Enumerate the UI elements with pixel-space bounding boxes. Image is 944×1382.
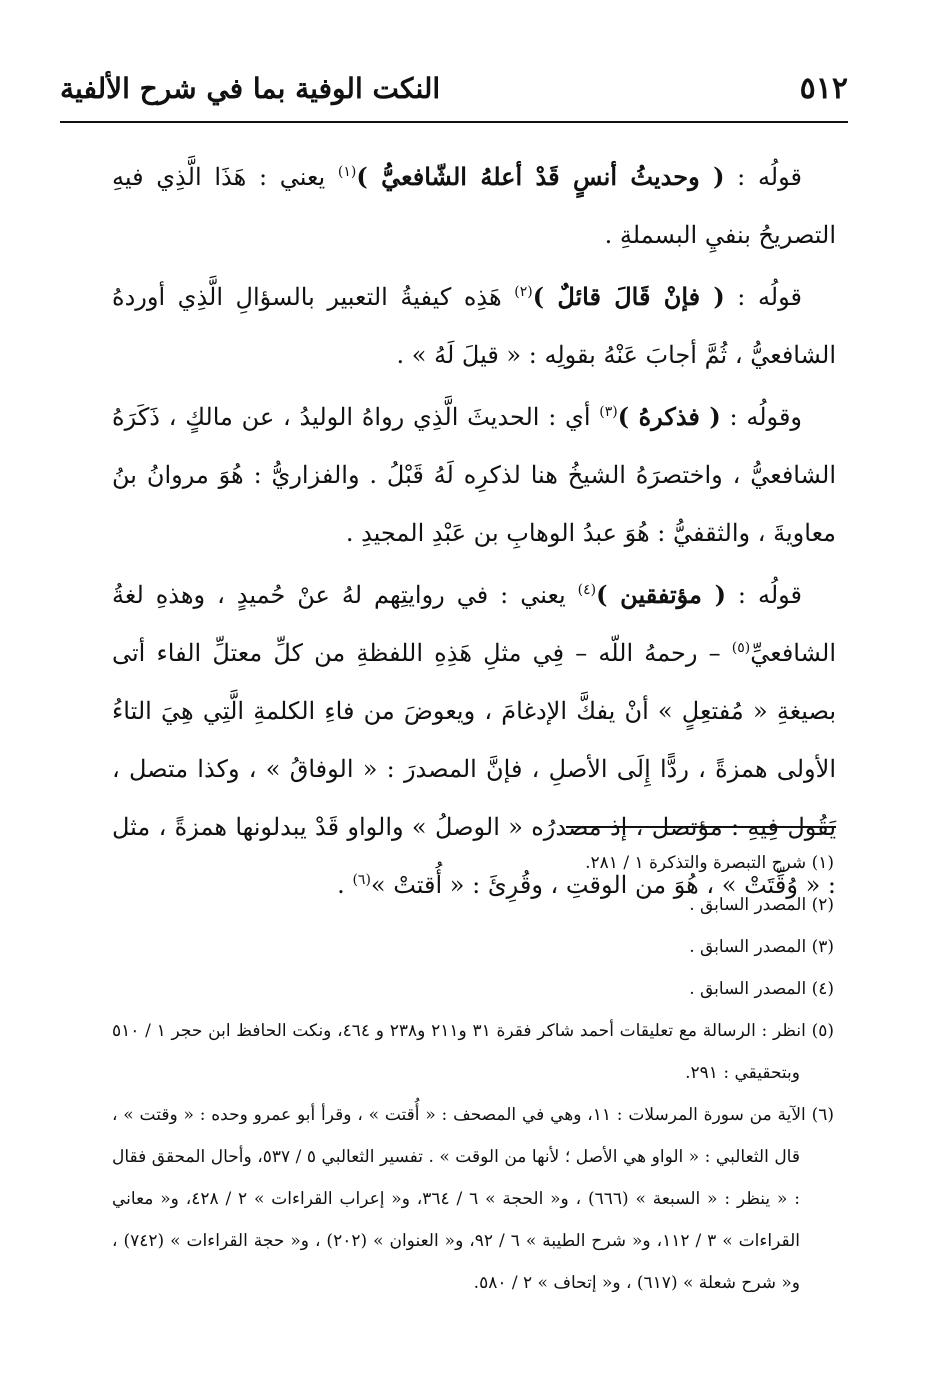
footnote-text: المصدر السابق . <box>689 979 807 999</box>
footnote-text: المصدر السابق . <box>689 937 807 957</box>
footnote-ref: (٦) <box>352 872 371 888</box>
paragraph-text: يعني : في روايتِهم لهُ عنْ حُميدٍ ، وهذهِ لغةُ الشافعيِّ <box>112 581 836 667</box>
paragraph-text: أي : الحديثَ الَّذِي رواهُ الوليدُ ، عن مالكٍ ، ذَكَرَهُ الشافعيُّ ، واختصرَهُ الشيخُ هنا لذكرِه لَهُ قَبْلُ . والفزاريُّ : هُوَ مروانُ بنُ معاويةَ ، والثقفيُّ : هُوَ عبدُ الوهابِ بن عَبْدِ المجيدِ . <box>112 403 836 547</box>
footnotes <box>112 842 834 1304</box>
running-title: النكت الوفية بما في شرح الألفية <box>60 71 441 105</box>
page-number: ٥١٢ <box>799 70 848 106</box>
footnote-number: (٤) <box>811 979 834 999</box>
footnote-ref: (١) <box>337 164 357 180</box>
footnote-ref: (٤) <box>577 582 597 598</box>
paragraph-text: – رحمهُ اللّه – فِي مثلِ هَذِهِ اللفظةِ من كلِّ معتلِّ الفاء أتى بصيغةِ « مُفتعِلٍ » أنْ يفكَّ الإدغامَ ، ويعوضَ من فاءِ الكلمةِ الَّتِي هِيَ التاءُ الأولى همزةً ، ردًّا إِلَى الأصلِ ، فإنَّ المصدرَ : « الوفاقُ » ، وكذا متصل ، يَقُول فِيهِ : مؤتصل ، إذ مصدرُه « الوصلُ » والواو قَدْ يبدلونها همزةً ، مثل : « وُقِّتَتْ » ، هُوَ من الوقتِ ، وقُرِئَ : « أُقتتْ » <box>112 639 836 899</box>
header-rule <box>60 121 848 123</box>
footnote-item <box>112 1010 834 1094</box>
footnote-item <box>112 1094 834 1304</box>
footnote-rule <box>566 826 836 828</box>
paragraph-lead: قولُه : <box>724 283 802 311</box>
paragraph-1 <box>112 148 836 264</box>
paragraph-2 <box>112 268 836 384</box>
footnote-number: (٦) <box>811 1105 835 1125</box>
paragraph-lead: قولُه : <box>724 163 802 191</box>
footnote-ref: (٥) <box>731 640 751 656</box>
quoted-phrase: ( فذكرهُ ) <box>617 402 721 431</box>
paragraph-text: هَذِه كيفيةُ التعبير بالسؤالِ الَّذِي أوردهُ الشافعيُّ ، ثُمَّ أجابَ عَنْهُ بقولِه : « قيلَ لَهُ » . <box>112 283 836 369</box>
paragraph-text: . <box>337 871 353 899</box>
quoted-phrase: ( وحديثُ أنسٍ قَدْ أعلهُ الشّافعيُّ ) <box>356 162 725 191</box>
paragraph-lead: قولُه : <box>725 581 802 609</box>
footnote-number: (٣) <box>811 937 834 957</box>
footnote-text: شرح التبصرة والتذكرة ١ / ٢٨١. <box>585 853 807 873</box>
footnote-item <box>112 968 834 1010</box>
quoted-phrase: ( مؤتفقين ) <box>596 580 726 609</box>
footnote-number: (١) <box>811 853 834 873</box>
main-text <box>112 148 836 918</box>
page-header <box>60 64 884 112</box>
footnote-text: المصدر السابق . <box>689 895 807 915</box>
footnote-ref: (٢) <box>514 284 533 300</box>
quoted-phrase: ( فإنْ قَالَ قائلٌ ) <box>532 282 725 311</box>
footnote-number: (٢) <box>811 895 834 915</box>
footnote-item <box>112 884 834 926</box>
footnote-item <box>112 926 834 968</box>
footnote-number: (٥) <box>811 1021 834 1041</box>
paragraph-lead: وقولُه : <box>720 403 803 431</box>
footnote-text: الآية من سورة المرسلات : ١١، وهي في المصحف : « أُقتت » ، وقرأ أبو عمرو وحده : « وقتت » ، قال الثعالبي : « الواو هي الأصل ؛ لأنها من الوقت » . تفسير الثعالبي ٥ / ٥٣٧، وأحال المحقق فقال : « ينظر : « السبعة » (٦٦٦) ، و« الحجة » ٦ / ٣٦٤، و« إعراب القراءات » ٢ / ٤٢٨، و« معاني القراءات » ٣ / ١١٢، و« شرح الطيبة » ٦ / ٩٢، و« العنوان » (٢٠٢) ، و« حجة القراءات » (٧٤٢) ، و« شرح شعلة » (٦١٧) ، و« إتحاف » ٢ / ٥٨٠. <box>112 1105 806 1293</box>
footnote-item <box>112 842 834 884</box>
footnote-ref: (٣) <box>599 404 618 420</box>
paragraph-3 <box>112 388 836 562</box>
paragraph-text: يعني : هَذَا الَّذِي فيهِ التصريحُ بنفيِ البسملةِ . <box>112 163 836 249</box>
footnote-text: انظر : الرسالة مع تعليقات أحمد شاكر فقرة ٣١ و٢١١ و٢٣٨ و ٤٦٤، ونكت الحافظ ابن حجر ١ / ٥١٠ وبتحقيقي : ٢٩١. <box>112 1021 806 1083</box>
